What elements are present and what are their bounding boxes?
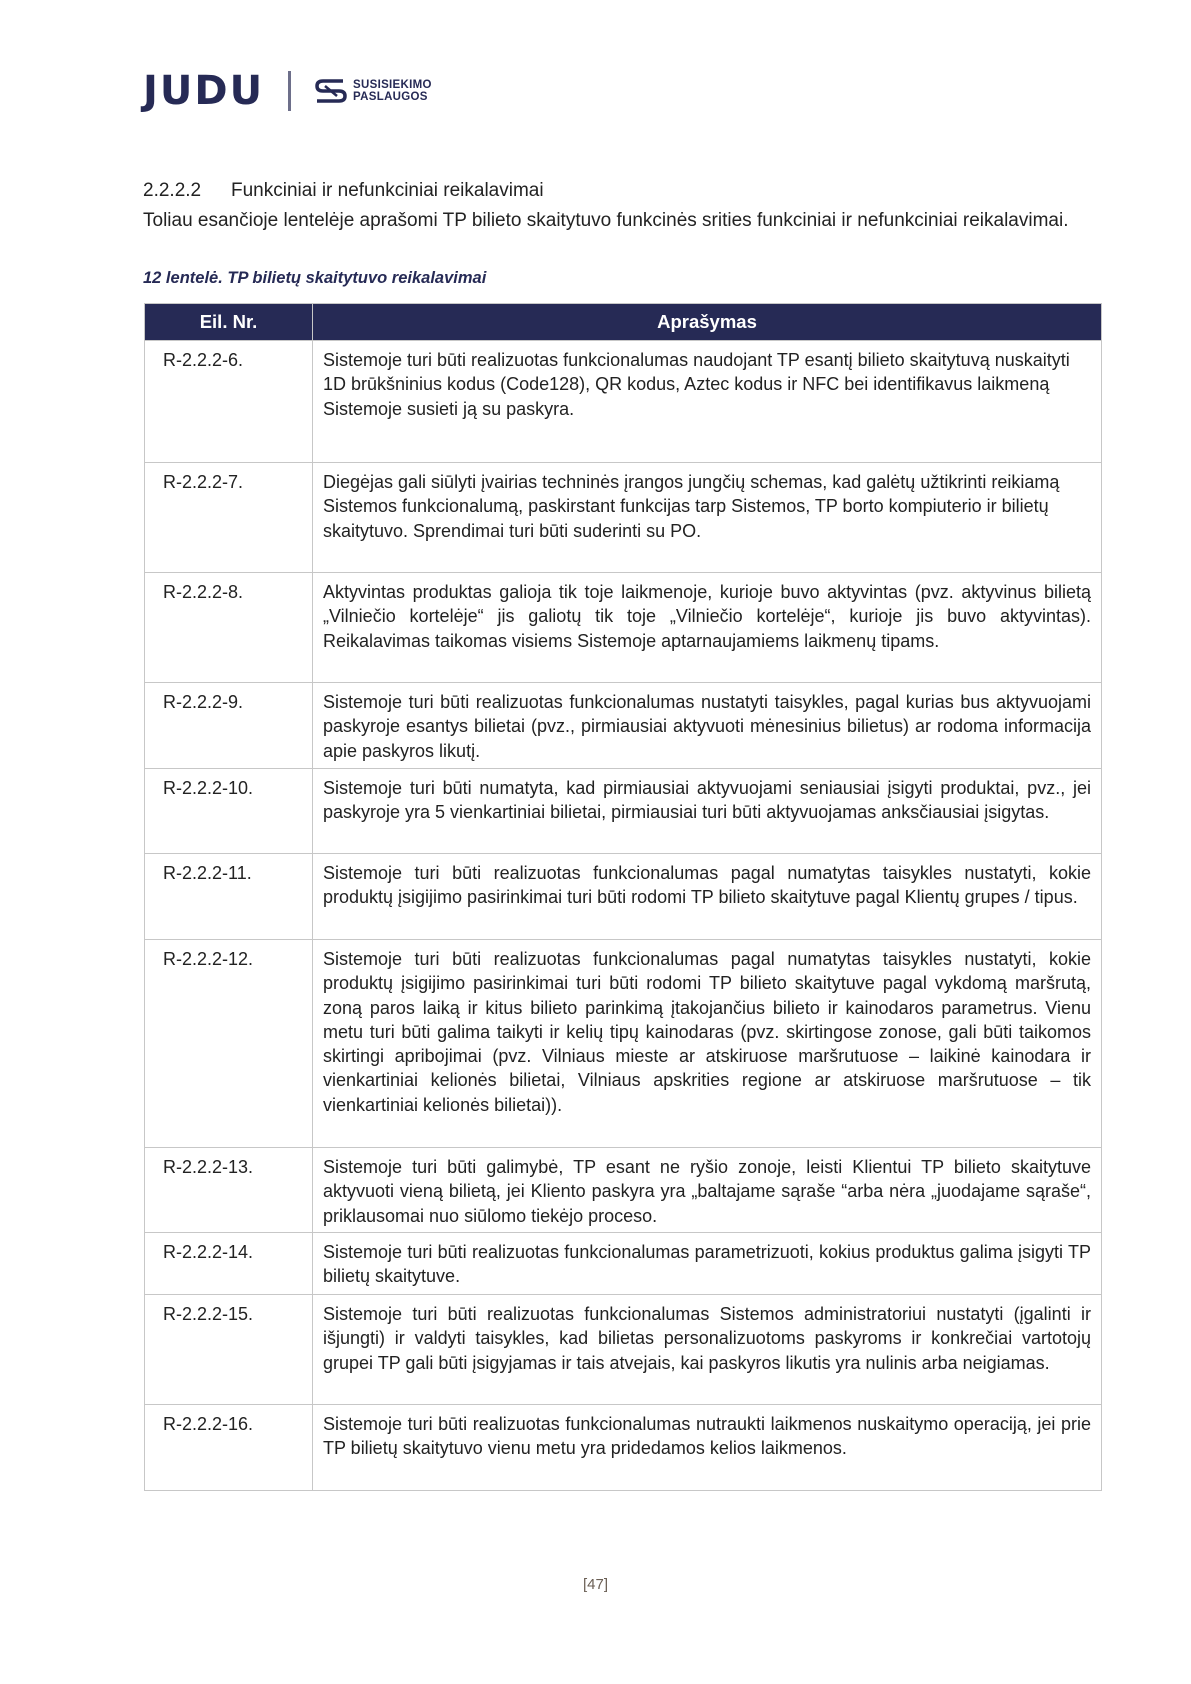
table-row <box>145 940 1102 1148</box>
table-row <box>145 1405 1102 1491</box>
logo-line-1: SUSISIEKIMO <box>353 79 432 91</box>
requirement-id: R-2.2.2-11. <box>145 854 313 940</box>
requirement-id: R-2.2.2-12. <box>145 940 313 1148</box>
requirement-id: R-2.2.2-15. <box>145 1295 313 1405</box>
page-number: [47] <box>582 1576 609 1593</box>
section-number: 2.2.2.2 <box>143 180 202 201</box>
requirement-id: R-2.2.2-13. <box>145 1148 313 1233</box>
requirement-id: R-2.2.2-7. <box>145 463 313 573</box>
column-header-description: Aprašymas <box>313 304 1102 341</box>
header-logo <box>143 68 432 114</box>
requirement-id: R-2.2.2-16. <box>145 1405 313 1491</box>
requirement-description: Sistemoje turi būti galimybė, TP esant ne ryšio zonoje, leisti Klientui TP bilieto skaitytuve aktyvuoti vieną bilietą, jei Kliento paskyra yra „baltajame sąraše “arba nėra „juodajame sąraše“, priklausomai nuo siūlomo tiekėjo proceso. <box>313 1148 1102 1233</box>
requirement-id: R-2.2.2-8. <box>145 573 313 683</box>
requirement-description: Sistemoje turi būti realizuotas funkcionalumas parametrizuoti, kokius produktus galima įsigyti TP bilietų skaitytuve. <box>313 1233 1102 1295</box>
table-caption: 12 lentelė. TP bilietų skaitytuvo reikalavimai <box>143 269 487 287</box>
table-row <box>145 769 1102 854</box>
requirement-description: Diegėjas gali siūlyti įvairias techninės įrangos jungčių schemas, kad galėtų užtikrinti reikiamą Sistemos funkcionalumą, paskirstant funkcijas tarp Sistemos, TP borto kompiuterio ir bilietų skaitytuvo. Sprendimai turi būti suderinti su PO. <box>313 463 1102 573</box>
table-row <box>145 573 1102 683</box>
section-title: Funkciniai ir nefunkciniai reikalavimai <box>231 180 544 201</box>
requirement-description: Sistemoje turi būti realizuotas funkcionalumas nutraukti laikmenos nuskaitymo operaciją, jei prie TP bilietų skaitytuvo vienu metu yra pridedamos kelios laikmenos. <box>313 1405 1102 1491</box>
table-row <box>145 463 1102 573</box>
requirement-description: Sistemoje turi būti realizuotas funkcionalumas Sistemos administratoriui nustatyti (įgalinti ir išjungti) ir valdyti taisykles, kad bilietas personalizuotoms paskyroms ir konkrečiai vartotojų grupei TP gali būti įsigyjamas ir tais atvejais, kai paskyros likutis yra nulinis arba neigiamas. <box>313 1295 1102 1405</box>
section-heading <box>143 180 544 202</box>
requirement-description: Sistemoje turi būti numatyta, kad pirmiausiai aktyvuojami seniausiai įsigyti produktai, pvz., jei paskyroje yra 5 vienkartiniai bilietai, pirmiausiai turi būti aktyvuojamas anksčiausiai įsigytas. <box>313 769 1102 854</box>
intro-paragraph: Toliau esančioje lentelėje aprašomi TP bilieto skaitytuvo funkcinės srities funkciniai ir nefunkciniai reikalavimai. <box>143 210 1069 231</box>
requirements-table <box>144 303 1102 1491</box>
table-row <box>145 341 1102 463</box>
table-header-row <box>145 304 1102 341</box>
requirement-id: R-2.2.2-6. <box>145 341 313 463</box>
requirement-description: Aktyvintas produktas galioja tik toje laikmenoje, kurioje buvo aktyvintas (pvz. aktyvinus bilietą „Vilniečio kortelėje“ jis galiotų tik toje „Vilniečio kortelėje“, kurioje jis buvo aktyvintas). Reikalavimas taikomas visiems Sistemoje aptarnaujamiems laikmenų tipams. <box>313 573 1102 683</box>
requirement-description: Sistemoje turi būti realizuotas funkcionalumas pagal numatytas taisykles nustatyti, kokie produktų įsigijimo pasirinkimai turi būti rodomi TP bilieto skaitytuve pagal Klientų grupes / tipus. <box>313 854 1102 940</box>
table-row <box>145 854 1102 940</box>
table-row <box>145 1148 1102 1233</box>
table-row <box>145 1233 1102 1295</box>
requirement-id: R-2.2.2-9. <box>145 683 313 769</box>
judu-logo: JUDU <box>143 68 265 114</box>
logo-divider <box>288 71 291 111</box>
requirement-description: Sistemoje turi būti realizuotas funkcionalumas nustatyti taisykles, pagal kurias bus aktyvuojami paskyroje esantys bilietai (pvz., pirmiausiai aktyvuoti mėnesinius bilietus) ar rodoma informacija apie paskyros likutį. <box>313 683 1102 769</box>
column-header-id: Eil. Nr. <box>145 304 313 341</box>
requirement-description: Sistemoje turi būti realizuotas funkcionalumas pagal numatytas taisykles nustatyti, kokie produktų įsigijimo pasirinkimai turi būti rodomi TP bilieto skaitytuve pagal vykdomą maršrutą, zoną paros laiką ir kitus bilieto parinkimą įtakojančius bilieto ir kainodaros parametrus. Vienu metu turi būti galima taikyti ir kelių tipų kainodaras (pvz. skirtingose zonose, gali būti taikomos skirtingi apribojimai (pvz. Vilniaus mieste ar atskiruose maršrutuose – laikinė kainodara ir vienkartiniai kelionės bilietai, Vilniaus apskrities regione ar atskiruose maršrutuose – tik vienkartiniai kelionės bilietai)). <box>313 940 1102 1148</box>
requirement-description: Sistemoje turi būti realizuotas funkcionalumas naudojant TP esantį bilieto skaitytuvą nuskaityti 1D brūkšninius kodus (Code128), QR kodus, Aztec kodus ir NFC bei identifikavus laikmeną Sistemoje susieti ją su paskyra. <box>313 341 1102 463</box>
susisiekimo-paslaugos-logo-text <box>353 79 432 103</box>
susisiekimo-paslaugos-logo-icon <box>313 77 349 105</box>
logo-line-2: PASLAUGOS <box>353 91 428 103</box>
table-row <box>145 683 1102 769</box>
table-row <box>145 1295 1102 1405</box>
requirement-id: R-2.2.2-14. <box>145 1233 313 1295</box>
requirement-id: R-2.2.2-10. <box>145 769 313 854</box>
